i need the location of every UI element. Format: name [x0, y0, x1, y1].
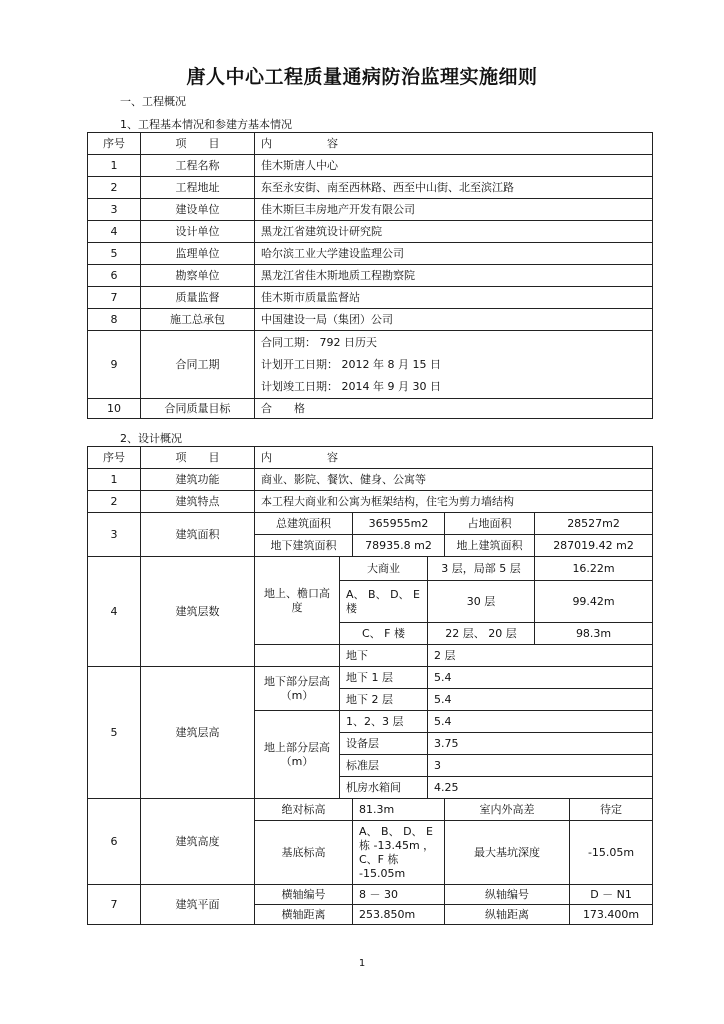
- table-row: [88, 199, 653, 221]
- row-number: 5: [88, 243, 141, 265]
- cell-value: 28527m2: [535, 513, 653, 535]
- row-item: 合同质量目标: [141, 399, 255, 419]
- page-title: 唐人中心工程质量通病防治监理实施细则: [186, 66, 538, 88]
- cell-value: 待定: [570, 799, 653, 821]
- cell-label: 纵轴编号: [445, 885, 570, 905]
- cell-value: 253.850m: [353, 905, 445, 925]
- header-cell: 序号: [88, 447, 141, 469]
- row-number: 10: [88, 399, 141, 419]
- cell-value: 173.400m: [570, 905, 653, 925]
- section-heading-design: 2、设计概况: [120, 432, 182, 445]
- row-number: 7: [88, 287, 141, 309]
- table-row: [88, 243, 653, 265]
- row-content: 商业、影院、餐饮、健身、公寓等: [255, 469, 653, 491]
- row-number: 4: [88, 221, 141, 243]
- design-overview-table: [87, 446, 653, 925]
- row-number: 1: [88, 155, 141, 177]
- header-cell: 内 容: [255, 447, 653, 469]
- cell-label: 基底标高: [255, 821, 353, 885]
- cell-value: 8 － 30: [353, 885, 445, 905]
- cell-value: 5.4: [428, 689, 653, 711]
- row-content: 本工程大商业和公寓为框架结构，住宅为剪力墙结构: [255, 491, 653, 513]
- cell-label: 设备层: [340, 733, 428, 755]
- row-number: 7: [88, 885, 141, 925]
- cell-value: 30 层: [428, 581, 535, 623]
- cell-value: 78935.8 m2: [353, 535, 445, 557]
- table-row: [88, 221, 653, 243]
- cell-value: 5.4: [428, 667, 653, 689]
- table-row: [88, 155, 653, 177]
- header-cell: 内 容: [255, 133, 653, 155]
- cell-label: 最大基坑深度: [445, 821, 570, 885]
- cell-label: 标准层: [340, 755, 428, 777]
- table-row: [88, 799, 653, 821]
- row-item: 监理单位: [141, 243, 255, 265]
- row-number: 2: [88, 491, 141, 513]
- page-number: 1: [358, 958, 366, 969]
- cell-value: 3.75: [428, 733, 653, 755]
- cell-value: 287019.42 m2: [535, 535, 653, 557]
- row-item: 质量监督: [141, 287, 255, 309]
- table-row: [88, 287, 653, 309]
- basic-info-table: [87, 132, 653, 419]
- table-row: [88, 667, 653, 689]
- cell-value: -15.05m: [570, 821, 653, 885]
- row-item: 工程名称: [141, 155, 255, 177]
- cell-label: 室内外高差: [445, 799, 570, 821]
- cell-label: 地下 1 层: [340, 667, 428, 689]
- row-number: 1: [88, 469, 141, 491]
- header-cell: 序号: [88, 133, 141, 155]
- row-number: 4: [88, 557, 141, 667]
- cell-label: 总建筑面积: [255, 513, 353, 535]
- row-item: 合同工期: [141, 331, 255, 399]
- table-row: [88, 885, 653, 905]
- table-header-row: [88, 133, 653, 155]
- row-content: 佳木斯唐人中心: [255, 155, 653, 177]
- cell-label: A、 B、 D、 E 楼: [340, 581, 428, 623]
- header-cell: 项 目: [141, 133, 255, 155]
- row-item: 勘察单位: [141, 265, 255, 287]
- cell-label: 地下建筑面积: [255, 535, 353, 557]
- planned-completion-date: 计划竣工日期： 2014 年 9 月 30 日: [261, 379, 441, 393]
- cell-label: 1、2、3 层: [340, 711, 428, 733]
- row-number: 3: [88, 199, 141, 221]
- cell-value: 16.22m: [535, 557, 653, 581]
- cell-label: 横轴编号: [255, 885, 353, 905]
- table-row: [88, 557, 653, 581]
- table-row: [88, 469, 653, 491]
- row-content: [255, 331, 653, 399]
- cell-value: 5.4: [428, 711, 653, 733]
- table-row: [88, 265, 653, 287]
- empty-cell: [255, 645, 340, 667]
- row-number: 2: [88, 177, 141, 199]
- row-content: 哈尔滨工业大学建设监理公司: [255, 243, 653, 265]
- cell-value: 3: [428, 755, 653, 777]
- cell-value: 4.25: [428, 777, 653, 799]
- table-row: [88, 177, 653, 199]
- row-item: 建筑层高: [141, 667, 255, 799]
- row-number: 6: [88, 265, 141, 287]
- row-number: 9: [88, 331, 141, 399]
- row-item: 工程地址: [141, 177, 255, 199]
- cell-value: 99.42m: [535, 581, 653, 623]
- cell-label: 占地面积: [445, 513, 535, 535]
- row-content: 中国建设一局（集团）公司: [255, 309, 653, 331]
- cell-value: 81.3m: [353, 799, 445, 821]
- row-number: 6: [88, 799, 141, 885]
- cell-value: 365955m2: [353, 513, 445, 535]
- row-content: 合 格: [255, 399, 653, 419]
- table-row: [88, 513, 653, 535]
- row-content: 黑龙江省建筑设计研究院: [255, 221, 653, 243]
- group-label: 地下部分层高（m）: [255, 667, 340, 711]
- row-item: 建筑功能: [141, 469, 255, 491]
- table-row: [88, 491, 653, 513]
- cell-value: 22 层、 20 层: [428, 623, 535, 645]
- row-content: 佳木斯巨丰房地产开发有限公司: [255, 199, 653, 221]
- row-number: 8: [88, 309, 141, 331]
- cell-value: 3 层，局部 5 层: [428, 557, 535, 581]
- row-item: 施工总承包: [141, 309, 255, 331]
- row-content: 东至永安街、南至西林路、西至中山街、北至滨江路: [255, 177, 653, 199]
- cell-label: 地上建筑面积: [445, 535, 535, 557]
- cell-value: 2 层: [428, 645, 653, 667]
- row-item: 设计单位: [141, 221, 255, 243]
- row-item: 建筑特点: [141, 491, 255, 513]
- table-row: [88, 331, 653, 399]
- row-number: 5: [88, 667, 141, 799]
- table-row: [88, 399, 653, 419]
- row-item: 建筑高度: [141, 799, 255, 885]
- cell-label: 横轴距离: [255, 905, 353, 925]
- row-item: 建筑平面: [141, 885, 255, 925]
- section-heading-overview: 一、工程概况: [120, 95, 186, 108]
- cell-label: 地下: [340, 645, 428, 667]
- section-heading-basic-info: 1、工程基本情况和参建方基本情况: [120, 118, 292, 131]
- header-cell: 项 目: [141, 447, 255, 469]
- planned-start-date: 计划开工日期： 2012 年 8 月 15 日: [261, 357, 441, 371]
- cell-value: A、 B、 D、 E 栋 -13.45m ， C、F 栋 -15.05m: [353, 821, 445, 885]
- group-label: 地上、檐口高度: [255, 557, 340, 645]
- cell-label: 大商业: [340, 557, 428, 581]
- cell-value: D － N1: [570, 885, 653, 905]
- row-content: 黑龙江省佳木斯地质工程勘察院: [255, 265, 653, 287]
- cell-label: 绝对标高: [255, 799, 353, 821]
- table-row: [88, 309, 653, 331]
- cell-label: 机房水箱间: [340, 777, 428, 799]
- group-label: 地上部分层高（m）: [255, 711, 340, 799]
- row-item: 建设单位: [141, 199, 255, 221]
- row-item: 建筑层数: [141, 557, 255, 667]
- row-content: 佳木斯市质量监督站: [255, 287, 653, 309]
- cell-label: 纵轴距离: [445, 905, 570, 925]
- row-item: 建筑面积: [141, 513, 255, 557]
- cell-label: 地下 2 层: [340, 689, 428, 711]
- contract-duration: 合同工期： 792 日历天: [261, 335, 377, 349]
- table-header-row: [88, 447, 653, 469]
- row-number: 3: [88, 513, 141, 557]
- cell-label: C、 F 楼: [340, 623, 428, 645]
- cell-value: 98.3m: [535, 623, 653, 645]
